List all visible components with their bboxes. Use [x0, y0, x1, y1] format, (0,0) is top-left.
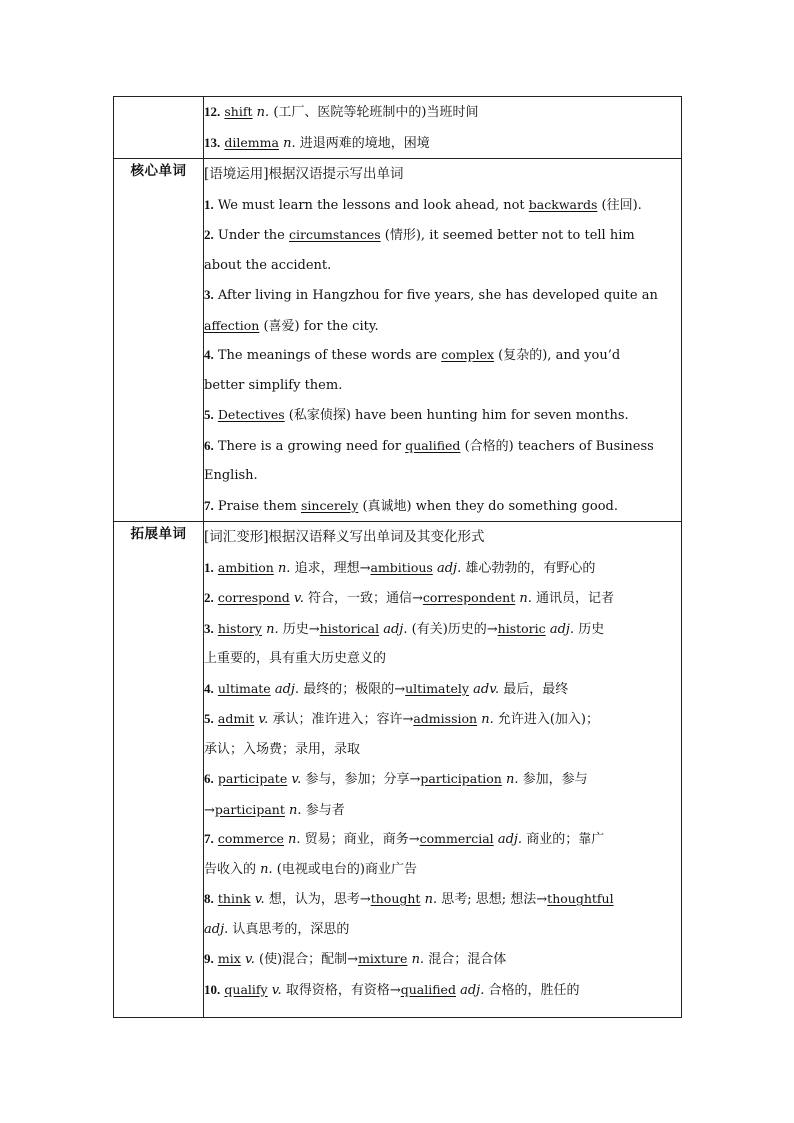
- list-item: [204, 674, 681, 705]
- answer-blank: thought: [370, 891, 421, 906]
- item-number: 2.: [204, 590, 214, 605]
- definition: 认真思考的，深思的: [232, 921, 350, 937]
- item-number: 2.: [204, 227, 214, 242]
- item-number: 8.: [204, 891, 214, 906]
- part-of-speech: n.: [519, 591, 532, 606]
- part-of-speech: n.: [283, 135, 296, 151]
- answer-blank: history: [217, 620, 262, 636]
- definition: 允许进入(加入)；: [497, 712, 600, 727]
- row-label: 拓展单词: [130, 526, 187, 542]
- part-of-speech: adj.: [436, 560, 462, 576]
- definition: (有关)历史的→: [411, 621, 498, 637]
- list-item: [204, 128, 681, 159]
- item-number: 6.: [204, 437, 214, 453]
- answer-blank: correspond: [217, 590, 290, 605]
- part-of-speech: v.: [271, 982, 282, 998]
- definition: 通讯员，记者: [536, 591, 615, 606]
- sentence-text: (往回).: [597, 197, 642, 213]
- list-item: [204, 583, 681, 614]
- item-number: 5.: [204, 711, 214, 726]
- answer-blank: commercial: [419, 831, 494, 846]
- sentence-continuation: about the accident.: [204, 257, 332, 273]
- part-of-speech: n.: [424, 892, 438, 907]
- answer-blank: ambitious: [370, 559, 433, 575]
- answer-blank: sincerely: [301, 497, 359, 513]
- list-item: [204, 220, 681, 251]
- table-row-core-words: [114, 159, 682, 522]
- part-of-speech: n.: [481, 712, 494, 727]
- sentence-text: The meanings of these words are: [217, 348, 442, 363]
- list-item: [204, 340, 681, 371]
- answer-blank: ultimate: [217, 680, 271, 696]
- part-of-speech: n.: [289, 802, 302, 818]
- part-of-speech: adv.: [473, 681, 500, 697]
- definition: 合格的，胜任的: [488, 982, 580, 998]
- part-of-speech: n.: [506, 772, 519, 787]
- part-of-speech: adj.: [460, 982, 485, 998]
- answer-blank: Detectives: [217, 407, 285, 422]
- definition: 雄心勃勃的，有野心的: [465, 560, 596, 576]
- item-number: 9.: [204, 951, 214, 966]
- answer-blank: dilemma: [224, 134, 279, 150]
- part-of-speech: n.: [260, 861, 273, 877]
- sentence-text: We must learn the lessons and look ahead, not: [217, 197, 529, 213]
- vocabulary-table: [113, 96, 682, 1018]
- row-label-cell: [114, 522, 204, 1018]
- sentence-text: (情形), it seemed better not to tell him: [380, 228, 635, 243]
- item-number: 1.: [204, 196, 214, 212]
- list-item: [204, 400, 681, 431]
- item-number: 7.: [204, 831, 214, 846]
- definition: 告收入的: [204, 861, 261, 877]
- part-of-speech: n.: [288, 832, 301, 847]
- item-number: 12.: [204, 104, 221, 119]
- item-number: 3.: [204, 620, 214, 636]
- content-cell: [204, 97, 682, 159]
- definition: 追求，理想→: [294, 560, 371, 576]
- answer-blank: qualified: [400, 981, 456, 997]
- answer-blank: historical: [319, 620, 380, 636]
- content-cell: [204, 159, 682, 522]
- item-number: 6.: [204, 771, 214, 786]
- row-label-cell: [114, 159, 204, 522]
- sentence-text: Under the: [217, 228, 290, 243]
- definition: 最后，最终: [503, 681, 569, 697]
- answer-blank: thoughtful: [547, 891, 614, 906]
- arrow: →: [204, 802, 215, 818]
- list-item: [204, 190, 681, 221]
- definition: 参与，参加；分享→: [305, 772, 421, 787]
- row-label: 核心单词: [130, 163, 187, 179]
- item-number: 3.: [204, 287, 214, 302]
- definition: 取得资格，有资格→: [285, 982, 401, 998]
- table-row-extended-words: [114, 522, 682, 1018]
- answer-blank: circumstances: [289, 227, 381, 242]
- item-number: 1.: [204, 559, 214, 575]
- row-label-empty: [114, 97, 204, 159]
- part-of-speech: adj.: [383, 621, 408, 637]
- list-item: [204, 97, 681, 128]
- answer-blank: participant: [214, 801, 285, 817]
- definition: 历史: [578, 621, 605, 637]
- definition: 最终的；极限的→: [303, 681, 406, 697]
- definition: 混合；混合体: [428, 952, 507, 967]
- item-number: 13.: [204, 134, 221, 150]
- answer-blank: admission: [413, 711, 478, 726]
- sentence-text: (喜爱) for the city.: [259, 318, 379, 334]
- part-of-speech: adj.: [204, 921, 229, 937]
- part-of-speech: v.: [291, 772, 302, 787]
- list-item: [204, 614, 681, 645]
- part-of-speech: n.: [266, 621, 279, 637]
- item-number: 4.: [204, 680, 214, 696]
- section-heading: [语境运用]根据汉语提示写出单词: [204, 166, 404, 182]
- definition: 商业的；靠广: [526, 832, 605, 847]
- answer-blank: backwards: [528, 196, 598, 212]
- list-item: [204, 824, 681, 855]
- list-item: [204, 764, 681, 795]
- list-item: [204, 491, 681, 522]
- item-number: 4.: [204, 347, 214, 362]
- definition: (工厂、医院等轮班制中的)当班时间: [273, 105, 479, 120]
- definition-continuation: [204, 915, 681, 945]
- answer-blank: participate: [217, 771, 288, 786]
- answer-blank: correspondent: [422, 590, 516, 605]
- section-heading: [词汇变形]根据汉语释义写出单词及其变化形式: [204, 529, 485, 545]
- sentence-text: There is a growing need for: [217, 438, 406, 454]
- answer-blank: complex: [441, 347, 495, 362]
- answer-blank: think: [217, 891, 251, 906]
- list-item: [204, 280, 681, 311]
- answer-blank: ambition: [217, 559, 274, 575]
- answer-blank: ultimately: [405, 680, 469, 696]
- definition: (使)混合；配制→: [259, 952, 359, 967]
- part-of-speech: adj.: [274, 681, 300, 697]
- part-of-speech: v.: [258, 712, 269, 727]
- part-of-speech: n.: [277, 560, 291, 576]
- part-of-speech: adj.: [549, 621, 575, 637]
- definition: 参与者: [305, 802, 345, 818]
- answer-blank: participation: [420, 771, 502, 786]
- sentence-continuation: [204, 311, 681, 341]
- definition-continuation: [204, 795, 681, 825]
- definition: 思考; 思想; 想法→: [441, 892, 548, 907]
- sentence-text: After living in Hangzhou for five years, she has developed quite an: [217, 288, 658, 303]
- list-item: [204, 553, 681, 584]
- definition: 历史→: [282, 621, 320, 637]
- definition: 参加，参与: [522, 772, 588, 787]
- sentence-text: (合格的) teachers of Business: [460, 438, 654, 454]
- answer-blank: admit: [217, 711, 255, 726]
- definition: 贸易；商业，商务→: [304, 832, 420, 847]
- answer-blank: shift: [224, 104, 253, 119]
- sentence-text: Praise them: [217, 498, 302, 514]
- item-number: 10.: [204, 981, 221, 997]
- answer-blank: mix: [217, 951, 241, 966]
- part-of-speech: adj.: [497, 832, 523, 847]
- list-item: [204, 884, 681, 915]
- sentence-text: (复杂的), and you’d: [494, 348, 621, 363]
- definition-continuation: [204, 855, 681, 885]
- part-of-speech: v.: [244, 952, 255, 967]
- list-item: [204, 944, 681, 975]
- part-of-speech: n.: [256, 105, 270, 120]
- answer-blank: qualified: [405, 437, 461, 453]
- part-of-speech: v.: [254, 892, 265, 907]
- definition-continuation: 承认；入场费；录用，录取: [204, 741, 361, 757]
- definition-continuation: 上重要的，具有重大历史意义的: [204, 651, 387, 666]
- answer-blank: qualify: [224, 981, 268, 997]
- item-number: 7.: [204, 497, 214, 513]
- answer-blank: mixture: [358, 951, 408, 966]
- table-row-continued: [114, 97, 682, 159]
- list-item: [204, 431, 681, 462]
- definition: 符合，一致；通信→: [307, 591, 423, 606]
- definition: 想，认为，思考→: [268, 892, 371, 907]
- part-of-speech: v.: [293, 591, 304, 606]
- definition: 承认；准许进入；容许→: [272, 712, 414, 727]
- definition: 进退两难的境地，困境: [299, 135, 430, 151]
- answer-blank: commerce: [217, 831, 284, 846]
- answer-blank: affection: [204, 317, 260, 333]
- sentence-continuation: better simplify them.: [204, 377, 343, 393]
- answer-blank: historic: [497, 620, 546, 636]
- content-cell: [204, 522, 682, 1018]
- sentence-continuation: English.: [204, 468, 258, 483]
- list-item: [204, 975, 681, 1006]
- part-of-speech: n.: [411, 952, 425, 967]
- sentence-text: (真诚地) when they do something good.: [358, 498, 618, 514]
- definition: (电视或电台的)商业广告: [276, 861, 417, 877]
- list-item: [204, 704, 681, 735]
- sentence-text: (私家侦探) have been hunting him for seven months.: [284, 408, 629, 423]
- item-number: 5.: [204, 407, 214, 422]
